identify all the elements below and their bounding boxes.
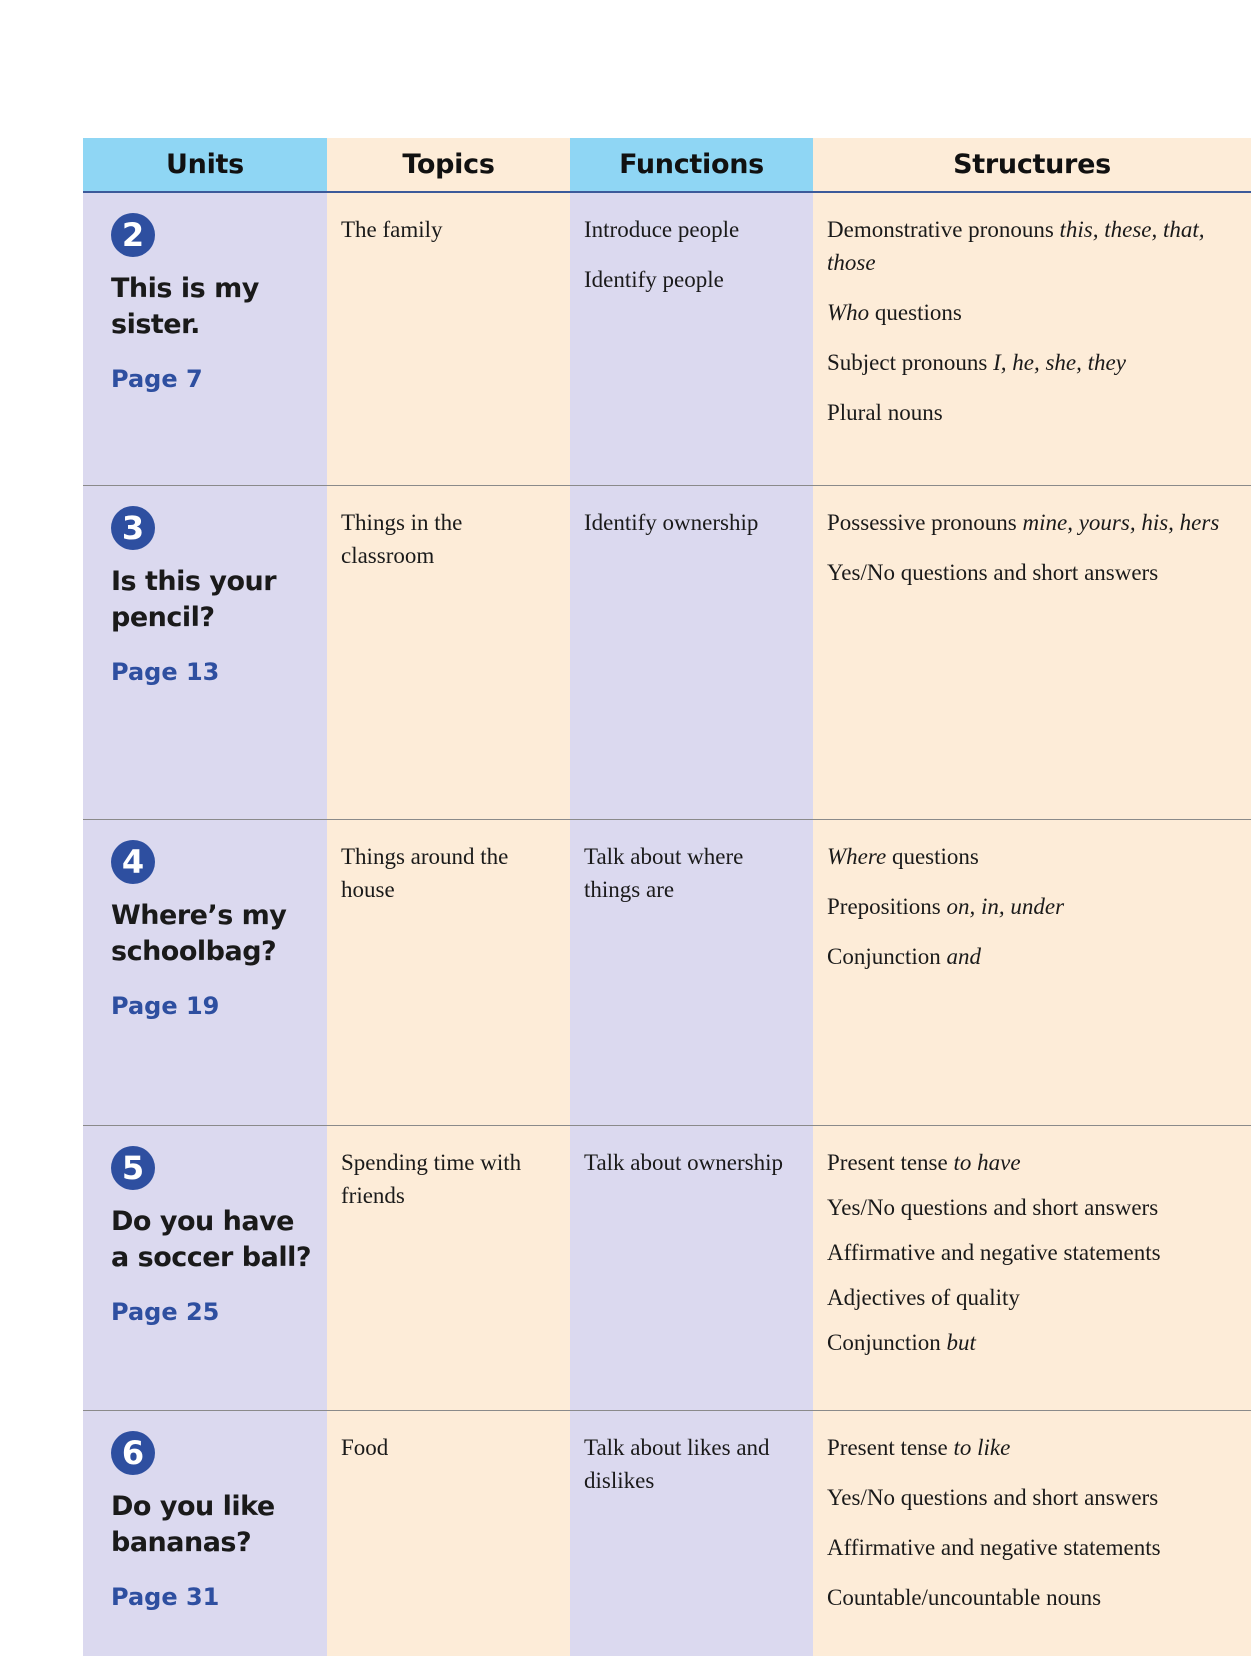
unit-title: This is my sister. xyxy=(111,273,259,340)
topics-cell xyxy=(327,820,570,1125)
table-row xyxy=(83,193,1251,486)
unit-page-link[interactable]: Page 25 xyxy=(111,1298,220,1326)
structure-item: Possessive pronouns mine, yours, his, hers xyxy=(827,510,1220,535)
structure-item: Prepositions on, in, under xyxy=(827,894,1065,919)
topic-item: Things in the classroom xyxy=(341,510,463,568)
unit-cell xyxy=(83,1126,327,1410)
structure-item: Subject pronouns I, he, she, they xyxy=(827,350,1126,375)
unit-number-badge: 3 xyxy=(111,506,155,550)
topics-cell xyxy=(327,1126,570,1410)
unit-page-link[interactable]: Page 31 xyxy=(111,1583,220,1611)
topics-cell xyxy=(327,193,570,485)
unit-title: Do you have a soccer ball? xyxy=(111,1206,311,1273)
structure-item: Yes/No questions and short answers xyxy=(827,560,1159,585)
topics-cell xyxy=(327,486,570,819)
structure-item: Affirmative and negative statements xyxy=(827,1535,1161,1560)
table-header xyxy=(83,138,1251,193)
unit-page-link[interactable]: Page 7 xyxy=(111,365,203,393)
function-item: Introduce people xyxy=(584,217,740,242)
structures-cell xyxy=(813,193,1251,485)
functions-cell xyxy=(570,486,813,819)
header-structures: Structures xyxy=(813,138,1251,191)
unit-title: Do you like bananas? xyxy=(111,1491,275,1558)
structures-cell xyxy=(813,1411,1251,1656)
unit-cell xyxy=(83,820,327,1125)
table-row xyxy=(83,820,1251,1126)
topic-item: The family xyxy=(341,217,443,242)
unit-title: Where’s my schoolbag? xyxy=(111,900,287,967)
table-row xyxy=(83,486,1251,820)
structure-item: Plural nouns xyxy=(827,400,943,425)
structure-item: Where questions xyxy=(827,844,979,869)
function-item: Identify people xyxy=(584,267,724,292)
structure-item: Yes/No questions and short answers xyxy=(827,1485,1159,1510)
table-row xyxy=(83,1126,1251,1411)
unit-cell xyxy=(83,486,327,819)
unit-page-link[interactable]: Page 13 xyxy=(111,658,220,686)
function-item: Identify ownership xyxy=(584,510,759,535)
header-functions: Functions xyxy=(570,138,813,191)
structure-item: Demonstrative pronouns this, these, that, those xyxy=(827,217,1205,275)
structure-item: Adjectives of quality xyxy=(827,1285,1020,1310)
header-topics: Topics xyxy=(327,138,570,191)
structure-item: Countable/uncountable nouns xyxy=(827,1585,1102,1610)
header-units: Units xyxy=(83,138,327,191)
functions-cell xyxy=(570,1411,813,1656)
unit-cell xyxy=(83,1411,327,1656)
unit-title: Is this your pencil? xyxy=(111,566,277,633)
structures-cell xyxy=(813,820,1251,1125)
unit-cell xyxy=(83,193,327,485)
function-item: Talk about where things are xyxy=(584,844,744,902)
topic-item: Things around the house xyxy=(341,844,509,902)
function-item: Talk about likes and dislikes xyxy=(584,1435,770,1493)
topics-cell xyxy=(327,1411,570,1656)
structures-cell xyxy=(813,1126,1251,1410)
structure-item: Conjunction and xyxy=(827,944,981,969)
unit-number-badge: 5 xyxy=(111,1146,155,1190)
functions-cell xyxy=(570,1126,813,1410)
topic-item: Spending time with friends xyxy=(341,1150,522,1208)
structure-item: Conjunction but xyxy=(827,1330,976,1355)
structure-item: Affirmative and negative statements xyxy=(827,1240,1161,1265)
structure-item: Present tense to like xyxy=(827,1435,1011,1460)
function-item: Talk about ownership xyxy=(584,1150,783,1175)
unit-number-badge: 2 xyxy=(111,213,155,257)
table-body xyxy=(83,193,1251,1656)
functions-cell xyxy=(570,193,813,485)
structure-item: Yes/No questions and short answers xyxy=(827,1195,1159,1220)
unit-page-link[interactable]: Page 19 xyxy=(111,992,220,1020)
topic-item: Food xyxy=(341,1435,389,1460)
functions-cell xyxy=(570,820,813,1125)
unit-number-badge: 6 xyxy=(111,1431,155,1475)
unit-number-badge: 4 xyxy=(111,840,155,884)
structures-cell xyxy=(813,486,1251,819)
contents-table xyxy=(83,138,1251,1656)
structure-item: Present tense to have xyxy=(827,1150,1021,1175)
table-row xyxy=(83,1411,1251,1656)
structure-item: Who questions xyxy=(827,300,962,325)
